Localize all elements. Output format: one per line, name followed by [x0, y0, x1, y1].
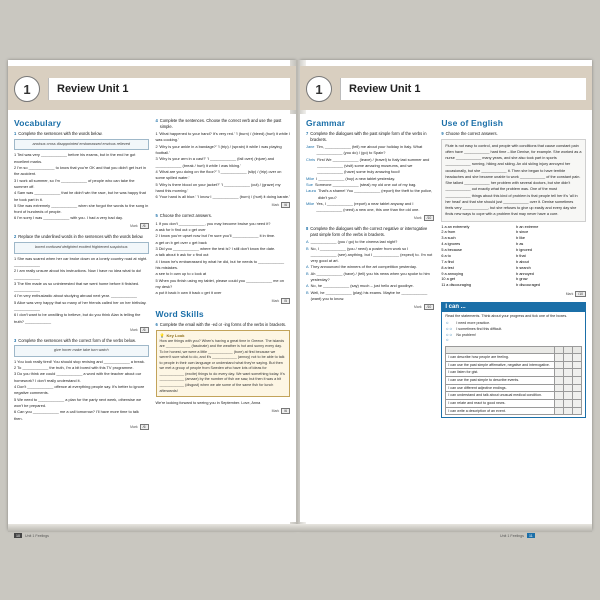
option-a[interactable]: 4 a ignores	[441, 242, 461, 247]
i-can-legend	[445, 321, 582, 344]
exercise-7-mark	[306, 215, 434, 221]
checkbox-3[interactable]	[573, 377, 582, 385]
exercise-6-instruction: Complete the email with the -ed or -ing forms of the verbs in brackets.	[159, 322, 287, 328]
mark-value: /10	[575, 291, 586, 297]
checkbox-3[interactable]	[573, 361, 582, 369]
left-page-content	[8, 114, 296, 522]
i-can-table[interactable]	[445, 346, 582, 415]
list-item[interactable]: 5 When you finish using my tablet, please could you ____________ me on my desk?	[155, 277, 284, 289]
left-unit-number: 1	[14, 76, 40, 102]
mark-value: /5	[281, 298, 290, 304]
table-row[interactable]	[446, 392, 582, 400]
legend-row	[445, 333, 582, 345]
speaker-name: B	[306, 245, 309, 251]
dialogue-text[interactable]: Well, he ____________ (play) his exams. Maybe he ____________ (want) you to know.	[310, 289, 428, 302]
option-b[interactable]: b that	[516, 253, 526, 258]
speaker-name: A	[306, 239, 309, 245]
mark-label: Mark	[130, 224, 138, 229]
lightbulb-icon: 💡	[159, 332, 165, 338]
legend-text: I sometimes find this difficult.	[456, 326, 503, 331]
exercise-9-options[interactable]	[441, 225, 586, 290]
option-b[interactable]: b since	[516, 230, 529, 235]
option-b[interactable]: b like	[516, 236, 526, 241]
right-page-footer	[500, 533, 535, 538]
list-item[interactable]: 2 I am really unsure about his instructions. Now I have no idea what to do! ____________	[14, 268, 142, 280]
list-item[interactable]: 6 'Your hand is all blue.' 'I know I ____________ (burn) / (hurt) it doing karate.'	[155, 194, 290, 200]
list-item[interactable]: 2 I'm so ____________ to know that you're OK and that you didn't get hurt in the accident.	[14, 164, 147, 177]
checkbox-1[interactable]	[555, 369, 564, 377]
speaker-name: Mike	[306, 200, 315, 206]
checkbox-2[interactable]	[564, 400, 573, 408]
key-look-box	[156, 330, 291, 397]
exercise-1	[14, 131, 149, 229]
statement-text: I can relate and react to good news.	[446, 400, 555, 408]
checkbox-3[interactable]	[573, 384, 582, 392]
left-page-footer	[14, 533, 49, 538]
exercise-7-instruction: Complete the dialogues with the past simple form of the verbs in brackets.	[310, 131, 427, 142]
exercise-3-instruction: Complete the sentences with the correct form of the verbs below.	[18, 337, 136, 343]
dialogue-text[interactable]: No, I ____________ (you / need) a poster from work so I ____________ (see) anything, but I ____________ (expect) to. I'm not very good at art.	[310, 245, 433, 264]
checkbox-2[interactable]	[564, 407, 573, 415]
checkbox-2[interactable]	[564, 354, 573, 362]
checkbox-3[interactable]	[573, 354, 582, 362]
grammar-heading: Grammar	[306, 118, 346, 128]
option-b[interactable]: b as	[516, 242, 524, 247]
exercise-6-mark	[156, 408, 291, 414]
mark-label: Mark	[414, 304, 422, 309]
list-item[interactable]: 4 'What are you doing on the floor?' 'I ____________ (slip) / (trip) over on some spilled water.'	[155, 169, 282, 181]
right-page-column-2	[441, 118, 586, 518]
list-item[interactable]: 3 Did you ____________ where the test is? I still don't know the date.	[155, 245, 276, 251]
exercise-3-wordbank: give hover make take turn watch	[14, 345, 149, 357]
exercise-8-mark	[306, 304, 434, 310]
exercise-4-number: 4	[155, 118, 158, 123]
use-of-english-heading: Use of English	[441, 118, 504, 128]
dialogue-line[interactable]	[306, 188, 434, 201]
speaker-name: A	[306, 283, 309, 289]
left-page-number: 10	[16, 533, 20, 538]
exercise-4	[156, 118, 291, 208]
speaker-name: A	[306, 264, 309, 270]
option-b[interactable]: b about	[516, 259, 529, 264]
checkbox-2[interactable]	[564, 392, 573, 400]
exercise-3-mark	[14, 424, 149, 430]
mark-value: /10	[424, 215, 435, 221]
list-item[interactable]: 2 To ____________ the truth, I'm a bit bored with this TV programme.	[14, 365, 134, 371]
mark-label: Mark	[130, 327, 138, 332]
list-item[interactable]: a see to b own up to c look at	[155, 271, 207, 277]
dialogue-text[interactable]: Tim, ____________ (tell) me about your holiday in Italy. What ____________ (you do) / (go) to Spain?	[316, 144, 423, 156]
checkbox-1[interactable]	[555, 354, 564, 362]
checkbox-2[interactable]	[564, 361, 573, 369]
left-footer-label: Unit 1 Feelings	[25, 533, 49, 538]
dialogue-text[interactable]: Someone ____________ (steal) my old one out of my bag.	[314, 182, 417, 187]
exercise-6	[156, 322, 291, 414]
statement-text: I can understand and talk about unusual medical condition.	[446, 392, 555, 400]
exercise-4-mark	[156, 202, 291, 208]
speaker-name: Sue	[306, 182, 313, 187]
i-can-intro: Read the statements. Think about your progress and tick one of the boxes.	[445, 313, 568, 318]
dialogue-text[interactable]: Ah ____________ (have) / (tell) you his news when you spoke to him yesterday?	[310, 270, 430, 283]
dialogue-text[interactable]: ____________ (you / go) to the cinema last night?	[310, 239, 398, 245]
list-item[interactable]: 1 If you don't ____________, you may become bruise you need it?	[155, 220, 271, 226]
exercise-4-instruction: Complete the sentences. Choose the correct verb and use the past simple.	[159, 118, 282, 129]
exercise-2-mark	[14, 327, 149, 333]
dialogue-line[interactable]	[306, 144, 434, 157]
exercise-5-mark	[156, 298, 291, 304]
exercise-1-number: 1	[14, 131, 17, 136]
exercise-5-instruction: Choose the correct answers.	[159, 213, 212, 219]
table-row[interactable]	[446, 384, 582, 392]
option-a[interactable]: 6 a to	[441, 253, 451, 258]
table-row[interactable]	[446, 354, 582, 362]
dialogue-text[interactable]: They announced the winners of the art competition yesterday.	[310, 264, 417, 270]
list-item[interactable]: 4 I'm very enthusiastic about studying abroad next year. ____________	[14, 293, 137, 299]
exercise-2-items[interactable]	[14, 256, 149, 326]
exercise-5-options[interactable]	[156, 221, 291, 297]
checkbox-2[interactable]	[564, 384, 573, 392]
legend-text: No problem!	[456, 332, 476, 337]
exercise-2-wordbank: bored confused delighted excited frightened suspicious	[14, 242, 149, 254]
exercise-6-number: 6	[155, 322, 158, 328]
list-item[interactable]: a get on b get over c get back	[155, 239, 207, 245]
option-a[interactable]: 1 a an extremely	[441, 224, 470, 229]
key-look-text[interactable]: How are things with you? When's having a great time in Greece. The islands are ____________ (fascinate) and the weather is hot and sunny every day. To be honest, we were a little ____________ (bore) at first because we weren't sure what to do, and it's ____________ (annoy) not to be able to talk to people in their own language or understand what they're saying. But then we met a group of people from Sweden who have lots of ideas for ____________ (excite) things to do every day. We want something today. It's ____________ (amaze) by the number of fish we saw, but then it was a bit ____________ (disgust) when we ate some of the same fish for lunch afterwards!	[159, 338, 285, 393]
exercise-7-number: 7	[306, 131, 309, 136]
mark-value: /6	[281, 202, 290, 208]
option-a[interactable]: 10 a get	[441, 277, 456, 282]
checkbox-2[interactable]	[564, 369, 573, 377]
statement-text: I can write a description of an event.	[446, 407, 555, 415]
table-row[interactable]	[446, 369, 582, 377]
option-b[interactable]: b grow	[516, 277, 528, 282]
right-footer-label: Unit 1 Feelings	[500, 533, 524, 538]
statement-text: I can listen for gist.	[446, 369, 555, 377]
speaker-name: Chris	[306, 156, 316, 162]
list-item[interactable]: 5 We need to ____________ a plan for the party next week, otherwise we won't be prepared.	[14, 396, 142, 409]
checkbox-1[interactable]	[555, 407, 564, 415]
exercise-8-instruction: Complete the dialogues with the correct negative or interrogative past simple form of the verbs in brackets.	[310, 226, 428, 237]
exercise-9-number: 9	[441, 131, 444, 136]
option-row[interactable]	[441, 283, 586, 289]
key-look-title: Key Look	[166, 332, 185, 338]
checkbox-3[interactable]	[573, 407, 582, 415]
list-item[interactable]: 3 I work all summer, so I'm ____________ of people who can take the summer off.	[14, 177, 135, 189]
option-a[interactable]: 8 a test	[441, 265, 454, 270]
checkbox-1[interactable]	[555, 400, 564, 408]
i-can-body	[442, 312, 585, 418]
checkbox-1[interactable]	[555, 361, 564, 369]
list-item[interactable]: 4 I know he's embarrassed by what he did, but he needs to ____________ his mistakes.	[155, 258, 285, 270]
left-unit-title: Review Unit 1	[48, 78, 290, 100]
header-statement	[446, 347, 555, 354]
exercise-1-wordbank: anxious cross disappointed embarrassed envious relieved	[14, 139, 149, 151]
list-item[interactable]: 5 Alice was very happy that so many of her friends called her on her birthday. ____________	[14, 299, 147, 312]
checkbox-3[interactable]	[573, 392, 582, 400]
checkbox-1[interactable]	[555, 377, 564, 385]
exercise-3-items[interactable]	[14, 359, 149, 422]
dialogue-text[interactable]: First We ____________ (leave) / (travel) to Italy last summer and ____________ (visit) some amazing museums, and we ____________ (have) some truly amazing food!	[317, 156, 430, 175]
mark-label: Mark	[414, 216, 422, 221]
exercise-8-number: 8	[306, 226, 309, 232]
list-item[interactable]: 4 Sam was ____________ that he didn't win the race, but he was happy that he took part in it.	[14, 190, 146, 202]
option-b[interactable]: b ignored	[516, 248, 532, 253]
dialogue-line[interactable]	[306, 246, 434, 265]
statement-text: I can use different adjective endings.	[446, 384, 555, 392]
list-item[interactable]: a put it back b own it back c get it over	[155, 290, 222, 296]
list-item[interactable]: 3 The film made us so uninterested that we went home before it finished. ____________	[14, 280, 140, 293]
key-look-title-row	[160, 333, 287, 338]
option-a[interactable]: 11 a discouraging	[441, 283, 472, 288]
neutral-icon: ☺☺	[445, 326, 453, 331]
speaker-name: Mike	[306, 175, 315, 181]
mark-value: /6	[140, 327, 149, 333]
table-row[interactable]	[446, 400, 582, 408]
right-unit-number: 1	[306, 76, 332, 102]
right-page-column-1	[306, 118, 434, 518]
dialogue-text[interactable]: Yes, I ____________ (report) a near tablet anyway and I ____________ (need) a new one, this one than the old one.	[316, 200, 420, 213]
option-a[interactable]: 9 a annoying	[441, 271, 464, 276]
i-can-title: I can ...	[442, 303, 585, 312]
exercise-2	[14, 234, 149, 332]
right-unit-title: Review Unit 1	[340, 78, 586, 100]
list-item[interactable]: 2 'Why is your ankle in a bandage?' 'I (trip) / (sprain) it while I was playing football.'	[155, 143, 282, 156]
word-skills-heading: Word Skills	[155, 309, 204, 320]
table-row[interactable]	[446, 377, 582, 385]
list-item[interactable]: 3 'Why is your arm in a cast?' 'I ____________ (fall over) (injure) and ____________ (break / hurt) it while I was hiking.'	[155, 156, 275, 168]
statement-text: I can describe how people are feeling.	[446, 354, 555, 362]
list-item[interactable]: 6 Can you ____________ me a call tomorrow? I'll have more time to talk then.	[14, 409, 139, 421]
exercise-7	[306, 131, 434, 221]
email-closing: We're looking forward to seeing you in September. Love, Anna	[155, 401, 261, 406]
speaker-name: Laura	[306, 188, 316, 194]
vocabulary-heading: Vocabulary	[14, 118, 62, 128]
table-row[interactable]	[446, 361, 582, 369]
mark-label: Mark	[565, 291, 574, 296]
option-b[interactable]: b annoyed	[516, 271, 534, 276]
left-page-column-2	[156, 118, 291, 518]
mark-label: Mark	[271, 409, 280, 414]
mark-label: Mark	[271, 299, 280, 304]
left-page-column-1	[14, 118, 149, 518]
header-tick-3	[573, 347, 582, 354]
exercise-3	[14, 338, 149, 430]
list-item[interactable]: 6 I don't want to be unwilling to believe, but do you think Alan is telling the truth? ____________	[14, 312, 141, 324]
list-item[interactable]: 1 Ted was very ____________ before his exams, but in the end he got excellent marks.	[14, 152, 136, 164]
checkbox-3[interactable]	[573, 400, 582, 408]
exercise-7-dialogue[interactable]	[306, 144, 434, 214]
list-item[interactable]: a ask for b find out c get over	[155, 226, 206, 232]
mark-label: Mark	[271, 203, 280, 208]
list-item[interactable]: 5 She was extremely ____________ when she forgot the words to the song in front of hundreds of people.	[14, 202, 149, 215]
exercise-5	[156, 213, 291, 304]
exercise-8-dialogue[interactable]	[306, 239, 434, 302]
option-b[interactable]: b search	[516, 265, 531, 270]
exercise-1-items[interactable]	[14, 152, 149, 222]
list-item[interactable]: 1 You look really tired! You should stop revising and ____________ a break.	[14, 358, 145, 364]
dialogue-text[interactable]: No, he ____________ (say) much – just hello and goodbye.	[310, 283, 414, 289]
i-can-panel	[441, 302, 586, 419]
speaker-name: B	[306, 270, 309, 276]
cloze-passage: Flute is not easy to control, and people with conditions that cause constant pain often have ____________ hard time – like Denise, for example. She worked as a nurse ____________ many years, and she also took part in sports ____________ running, hiking and skiing. An old skiing injury annoyed her occasionally, but she ____________ it. Then she began to have terrible headaches and she became unable to work ____________ of the constant pain. She talked ____________ her problem with several doctors, but she didn't ____________ out exactly what the problem was. One of the most ____________ things about this kind of problem is that people tell her it's 'all in her head' and that she should just ____________ over it. Denise sometimes feels very ____________, but she refuses to give up easily and every day she finds new ways to cope with a problem that may never have a cure.	[441, 139, 586, 222]
checkbox-1[interactable]	[555, 384, 564, 392]
exercise-4-items[interactable]	[156, 131, 291, 201]
checkbox-2[interactable]	[564, 377, 573, 385]
list-item[interactable]: a talk about b ask for c find out	[155, 252, 209, 258]
speaker-name: B	[306, 289, 309, 295]
statement-text: I can use the past simple affirmative, negative and interrogative.	[446, 361, 555, 369]
option-b[interactable]: b an extreme	[516, 224, 539, 229]
option-a[interactable]: 5 a because	[441, 248, 463, 253]
list-item[interactable]: 4 Don't ____________ offence at everything people say. It's better to ignore negative comments.	[14, 384, 145, 396]
dialogue-line[interactable]	[306, 201, 434, 214]
mark-value: /10	[424, 304, 435, 310]
dialogue-line[interactable]	[306, 290, 434, 303]
option-a[interactable]: 2 a from	[441, 230, 456, 235]
option-a[interactable]: 3 a such	[441, 236, 456, 241]
checkbox-1[interactable]	[555, 392, 564, 400]
list-item[interactable]: 5 'Why is there blood on your jacket?' 'I ____________ (cut) / (graze) my hand this morning.'	[155, 181, 281, 193]
left-unit-header	[14, 74, 290, 104]
dialogue-line[interactable]	[306, 157, 434, 176]
smile-icon: ☺☺☺	[445, 332, 453, 343]
frown-icon: ☺	[445, 321, 449, 325]
table-header-row	[446, 347, 582, 354]
mark-label: Mark	[130, 424, 138, 429]
right-page-content	[300, 114, 592, 522]
table-row[interactable]	[446, 407, 582, 415]
statement-text: I can use the past simple to describe events.	[446, 377, 555, 385]
exercise-9	[441, 131, 586, 297]
exercise-2-number: 2	[14, 234, 17, 240]
exercise-9-mark	[441, 291, 586, 297]
exercise-3-number: 3	[14, 337, 17, 343]
header-tick-1	[555, 347, 564, 354]
book-bottom-edge	[8, 524, 592, 532]
list-item[interactable]: 3 Do you think we could ____________ a word with the teacher about our homework? I don't really understand it.	[14, 371, 142, 383]
dialogue-line[interactable]	[306, 271, 434, 284]
exercise-2-instruction: Replace the underlined words in the sentences with the words below.	[18, 234, 144, 240]
checkbox-3[interactable]	[573, 369, 582, 377]
exercise-8	[306, 226, 434, 310]
list-item[interactable]: 2 I know you're upset now but I'm sure you'll ____________ it in time.	[155, 233, 276, 239]
exercise-5-number: 5	[155, 213, 158, 219]
right-page-number: 11	[528, 533, 533, 538]
dialogue-text[interactable]: That's a shame! You ____________ (report) the theft to the police, didn't you?	[317, 188, 433, 200]
right-unit-header	[306, 74, 586, 104]
exercise-1-instruction: Complete the sentences with the words below.	[18, 131, 103, 136]
legend-text: I need more practice.	[456, 321, 491, 325]
mark-value: /6	[281, 408, 290, 414]
list-item[interactable]: 1 'What happened to your hand? It's very red.' 'I (burn) / (bleed) (hurt) it while I was cooking.'	[155, 131, 290, 143]
mark-value: /6	[140, 223, 149, 229]
dialogue-text[interactable]: I ____________ (buy) a new tablet yesterday.	[316, 175, 396, 181]
option-a[interactable]: 7 a find	[441, 259, 454, 264]
header-tick-2	[564, 347, 573, 354]
speaker-name: Jane	[306, 144, 315, 150]
mark-value: /6	[140, 424, 149, 430]
exercise-9-instruction: Choose the correct answers.	[445, 131, 498, 136]
list-item[interactable]: 6 I'm sorry I was ____________ with you. I had a very bad day.	[14, 215, 123, 221]
exercise-1-mark	[14, 223, 149, 229]
list-item[interactable]: 1 She was scared when her car broke down on a lonely country road at night. ____________	[14, 255, 148, 267]
option-b[interactable]: b discouraged	[516, 283, 541, 288]
